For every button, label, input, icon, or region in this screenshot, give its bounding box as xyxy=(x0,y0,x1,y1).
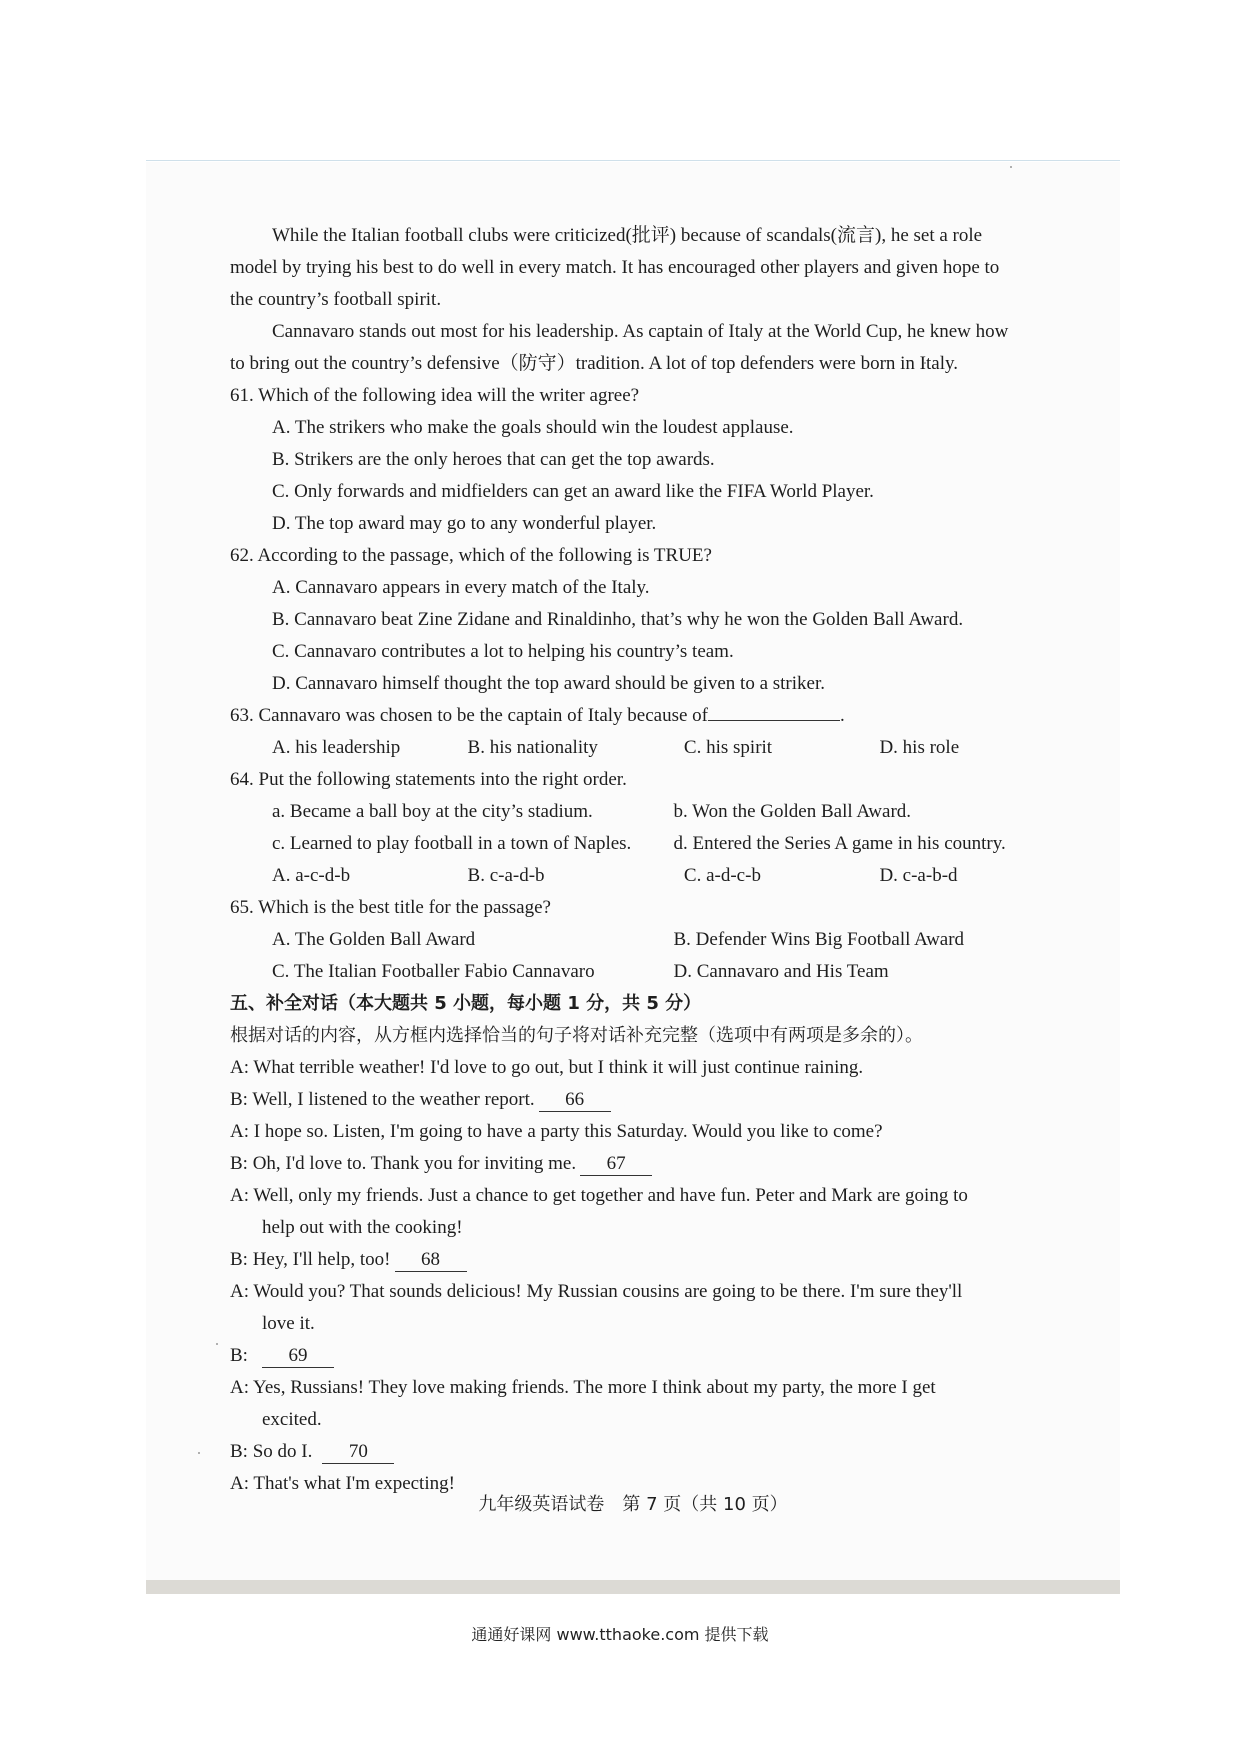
option-b: B. Strikers are the only heroes that can get the top awards. xyxy=(272,449,715,470)
dialogue-line xyxy=(230,1244,1075,1276)
dialogue-line xyxy=(230,1148,1075,1180)
passage-line: Cannavaro stands out most for his leadership. As captain of Italy at the World Cup, he knew how xyxy=(272,321,1009,342)
option-c: C. a-d-c-b xyxy=(683,865,761,886)
section-5-dialogue xyxy=(230,988,1075,1500)
top-rule xyxy=(146,160,1120,161)
blank-68: 68 xyxy=(395,1249,467,1272)
option-d: D. c-a-b-d xyxy=(879,865,958,886)
option-c: C. Only forwards and midfielders can get an award like the FIFA World Player. xyxy=(272,481,874,502)
question-stem: 62. According to the passage, which of the following is TRUE? xyxy=(230,545,712,566)
question-64 xyxy=(230,764,1075,892)
passage-line: the country’s football spirit. xyxy=(230,289,442,310)
dialogue-line: A: Would you? That sounds delicious! My Russian cousins are going to be there. I'm sure they'll xyxy=(230,1281,963,1302)
option-b: B. his nationality xyxy=(467,737,598,758)
dialogue-line: A: I hope so. Listen, I'm going to have a party this Saturday. Would you like to come? xyxy=(230,1121,883,1142)
dialogue-line: A: Well, only my friends. Just a chance to get together and have fun. Peter and Mark are going to xyxy=(230,1185,968,1206)
section-heading: 五、补全对话（本大题共 5 小题，每小题 1 分，共 5 分） xyxy=(230,993,702,1014)
option-a: A. The Golden Ball Award xyxy=(272,929,476,950)
exam-page-body xyxy=(230,220,1075,1500)
question-63 xyxy=(230,700,1075,764)
dialogue-text: B: Oh, I'd love to. Thank you for inviting me. xyxy=(230,1153,577,1174)
scan-speck xyxy=(216,1343,218,1345)
option-b: B. c-a-d-b xyxy=(467,865,545,886)
statement-c: c. Learned to play football in a town of Naples. xyxy=(272,833,632,854)
blank-67: 67 xyxy=(580,1153,652,1176)
option-c: C. The Italian Footballer Fabio Cannavaro xyxy=(272,961,595,982)
question-stem-text: 63. Cannavaro was chosen to be the captain of Italy because of xyxy=(230,705,708,726)
option-a: A. his leadership xyxy=(272,737,401,758)
dialogue-line: A: What terrible weather! I'd love to go out, but I think it will just continue raining. xyxy=(230,1057,864,1078)
reading-passage xyxy=(230,220,1075,380)
dialogue-text: B: Hey, I'll help, too! xyxy=(230,1249,391,1270)
statements-row xyxy=(272,796,1075,828)
dialogue-line-continued: love it. xyxy=(262,1313,315,1334)
options-row xyxy=(272,924,1075,956)
dialogue-text: B: xyxy=(230,1345,248,1366)
options-row xyxy=(272,732,1075,764)
passage-line: While the Italian football clubs were criticized(批评) because of scandals(流言), he set a role xyxy=(272,225,983,246)
passage-line: model by trying his best to do well in every match. It has encouraged other players and given hope to xyxy=(230,257,1000,278)
question-stem: 61. Which of the following idea will the writer agree? xyxy=(230,385,640,406)
blank-69: 69 xyxy=(262,1345,334,1368)
question-61 xyxy=(230,380,1075,540)
bottom-divider-bar xyxy=(146,1580,1120,1594)
option-d: D. Cannavaro himself thought the top award should be given to a striker. xyxy=(272,673,825,694)
option-b: B. Defender Wins Big Football Award xyxy=(673,929,965,950)
question-62 xyxy=(230,540,1075,700)
dialogue-line xyxy=(230,1340,1075,1372)
blank-70: 70 xyxy=(322,1441,394,1464)
dialogue-text: B: So do I. xyxy=(230,1441,313,1462)
option-b: B. Cannavaro beat Zine Zidane and Rinaldinho, that’s why he won the Golden Ball Award. xyxy=(272,609,964,630)
dialogue-line xyxy=(230,1084,1075,1116)
question-65 xyxy=(230,892,1075,988)
dialogue-text: B: Well, I listened to the weather report. xyxy=(230,1089,535,1110)
option-d: D. his role xyxy=(879,737,960,758)
dialogue-line xyxy=(230,1436,1075,1468)
statement-a: a. Became a ball boy at the city’s stadium. xyxy=(272,801,593,822)
question-stem: 64. Put the following statements into the right order. xyxy=(230,769,627,790)
stem-period: . xyxy=(840,705,845,726)
passage-paragraph-2 xyxy=(230,316,1075,348)
option-d: D. Cannavaro and His Team xyxy=(673,961,889,982)
passage-paragraph-1 xyxy=(230,220,1075,252)
question-stem xyxy=(230,700,1075,732)
options-row xyxy=(272,860,1075,892)
answer-blank xyxy=(708,700,840,721)
dialogue-line-continued: excited. xyxy=(262,1409,322,1430)
option-a: A. The strikers who make the goals should win the loudest applause. xyxy=(272,417,794,438)
statement-b: b. Won the Golden Ball Award. xyxy=(673,801,912,822)
scan-speck xyxy=(1010,166,1012,168)
passage-line: to bring out the country’s defensive（防守）tradition. A lot of top defenders were born in Italy. xyxy=(230,353,959,374)
download-credit: 通通好课网 www.tthaoke.com 提供下载 xyxy=(471,1625,769,1644)
page-number-footer: 九年级英语试卷 第 7 页（共 10 页） xyxy=(478,1494,788,1515)
section-instruction: 根据对话的内容，从方框内选择恰当的句子将对话补充完整（选项中有两项是多余的）。 xyxy=(230,1025,923,1046)
statements-row xyxy=(272,828,1075,860)
dialogue-line: A: That's what I'm expecting! xyxy=(230,1473,455,1494)
dialogue-line: A: Yes, Russians! They love making friends. The more I think about my party, the more I get xyxy=(230,1377,936,1398)
option-d: D. The top award may go to any wonderful player. xyxy=(272,513,657,534)
option-c: C. his spirit xyxy=(683,737,773,758)
statement-d: d. Entered the Series A game in his country. xyxy=(673,833,1006,854)
option-a: A. a-c-d-b xyxy=(272,865,351,886)
option-a: A. Cannavaro appears in every match of the Italy. xyxy=(272,577,650,598)
option-c: C. Cannavaro contributes a lot to helping his country’s team. xyxy=(272,641,734,662)
scan-speck xyxy=(198,1452,200,1454)
options-row xyxy=(272,956,1075,988)
blank-66: 66 xyxy=(539,1089,611,1112)
question-stem: 65. Which is the best title for the passage? xyxy=(230,897,551,918)
dialogue-line-continued: help out with the cooking! xyxy=(262,1217,463,1238)
